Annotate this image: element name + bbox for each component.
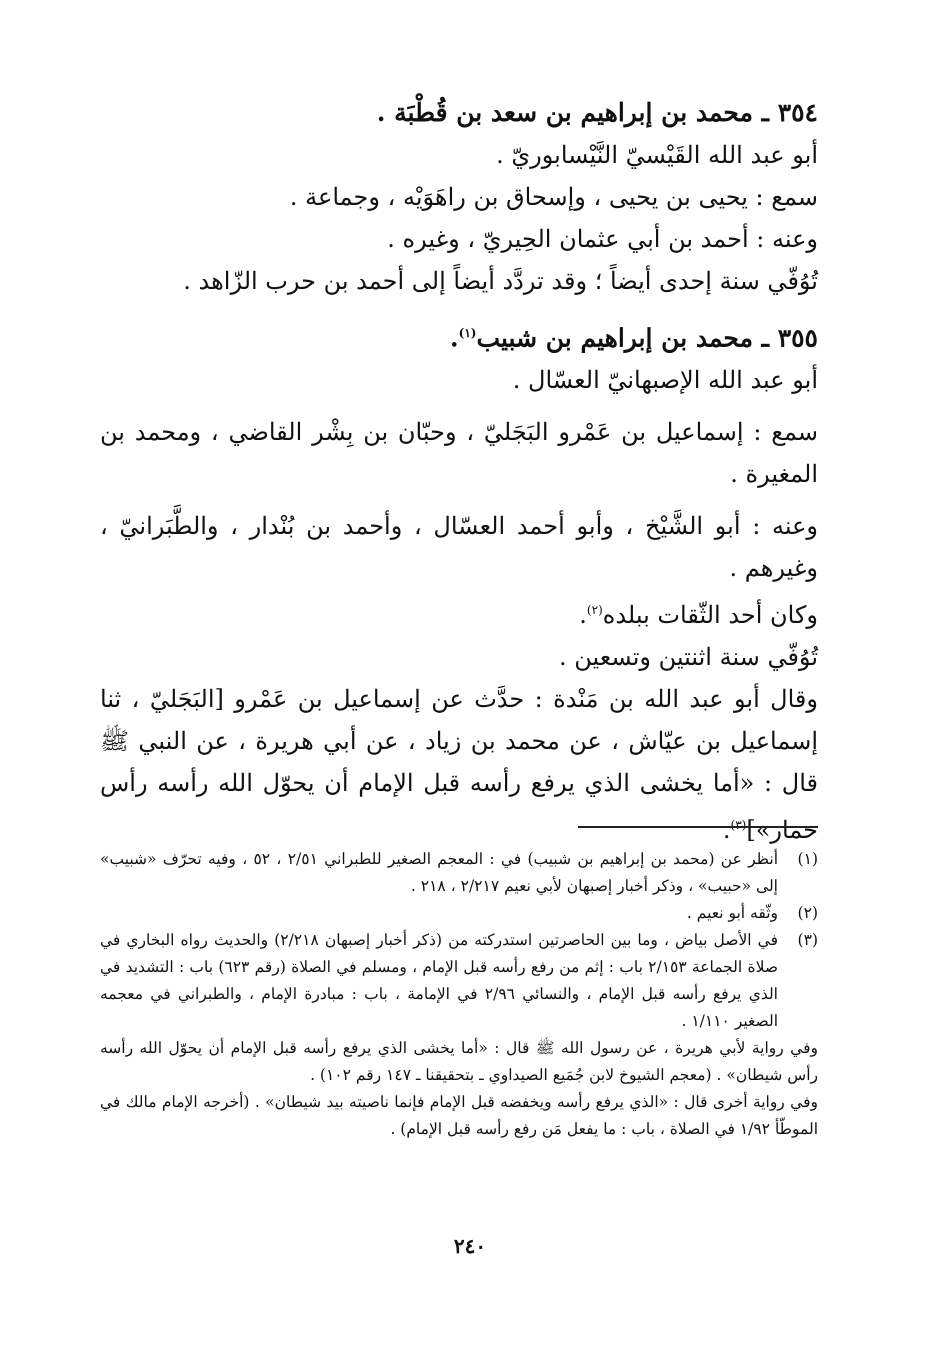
main-text [100,92,818,851]
footnote-separator [578,826,818,828]
footnote-2-text: وثّقه أبو نعيم . [686,904,778,922]
page-number: ٢٤٠ [453,1234,487,1258]
footnote-1-number: (١) [797,850,818,868]
entry-355-trust [100,589,818,636]
footnote-ref-1: (١) [458,326,477,340]
entry-355-trust-end: . [579,601,587,630]
entry-355-heard: سمع : إسماعيل بن عَمْرو البَجَليّ ، وحبّان بن بِشْر القاضي ، ومحمد بن المغيرة . [100,418,818,489]
footnote-ref-2: (٢) [586,603,603,618]
entry-355-death: تُوُفّي سنة اثنتين وتسعين . [558,643,818,672]
footnote-2-number: (٢) [797,904,818,922]
footnotes [100,846,818,1143]
entry-355-narration-end: . [722,816,731,845]
entry-355-trust-text: وكان أحد الثّقات ببلده [602,601,818,630]
footnote-1 [100,846,818,900]
footnote-3-continuation-2: وفي رواية أخرى قال : «الذي يرفع رأسه ويخفضه قبل الإمام فإنما ناصيته بيد شيطان» . (أخرجه الإمام مالك في الموطّأ ١/٩٢ في الصلاة ، باب : ما يفعل مَن رفع رأسه قبل الإمام) . [100,1093,818,1138]
entry-355-narration-text: وقال أبو عبد الله بن مَنْدة : حدَّث عن إسماعيل بن عَمْرو [البَجَليّ ، ثنا إسماعيل بن عيّاش ، عن محمد بن زياد ، عن أبي هريرة ، عن النبي ﷺ قال : «أما يخشى الذي يرفع رأسه قبل الإمام أن يحوّل الله رأسه رأس حمار»] [100,685,818,845]
entry-354-nisba: أبو عبد الله القَيْسيّ النَّيْسابوريّ . [496,141,818,169]
entry-354-heard: سمع : يحيى بن يحيى ، وإسحاق بن راهَوَيْه ، وجماعة . [289,183,818,211]
entry-354-heading: ٣٥٤ ـ محمد بن إبراهيم بن سعد بن قُطْبَة . [376,98,818,127]
entry-355-heading-end: . [449,323,459,353]
footnote-ref-3: (٣) [730,818,747,833]
entry-354-death: تُوُفّي سنة إحدى أيضاً ؛ وقد تردَّد أيضاً إلى أحمد بن حرب الزّاهد . [183,267,818,295]
footnote-3-text: في الأصل بياض ، وما بين الحاصرتين استدركته من (ذكر أخبار إصبهان ٢/٢١٨) والحديث رواه البخاري في صلاة الجماعة ٢/١٥٣ باب : إثم من رفع رأسه قبل الإمام ، ومسلم في الصلاة (رقم ٦٢٣) باب : التشديد في الذي يرفع رأسه قبل الإمام ، والنسائي ٢/٩٦ في الإمامة ، باب : مبادرة الإمام ، والطبراني في معجمه الصغير ١/١١٠ . [100,931,778,1030]
footnote-3-continuation-1: وفي رواية لأبي هريرة ، عن رسول الله ﷺ قال : «أما يخشى الذي يرفع رأسه قبل الإمام أن يحوّل الله رأسه رأس شيطان» . (معجم الشيوخ لابن جُمَيع الصيداوي ـ بتحقيقنا ـ ١٤٧ رقم ١٠٢) . [100,1039,818,1084]
entry-354-from-him: وعنه : أحمد بن أبي عثمان الحِيريّ ، وغيره . [387,225,818,253]
entry-355-from-him: وعنه : أبو الشَّيْخ ، وأبو أحمد العسّال ، وأحمد بن بُنْدار ، والطَّبَرانيّ ، وغيرهم . [100,512,818,583]
entry-355-heading [100,312,818,359]
footnote-3 [100,927,818,1035]
footnote-1-text: أنظر عن (محمد بن إبراهيم بن شبيب) في : المعجم الصغير للطبراني ٢/٥١ ، ٥٢ ، وفيه تحرّف «شبيب» إلى «حبيب» ، وذكر أخبار إصبهان لأبي نعيم ٢/٢١٧ ، ٢١٨ . [100,850,779,895]
footnote-2 [100,900,818,927]
entry-355-heading-text: ٣٥٥ ـ محمد بن إبراهيم بن شبيب [476,323,818,353]
footnote-3-number: (٣) [797,931,818,949]
entry-355-nisba: أبو عبد الله الإصبهانيّ العسّال . [512,366,818,395]
